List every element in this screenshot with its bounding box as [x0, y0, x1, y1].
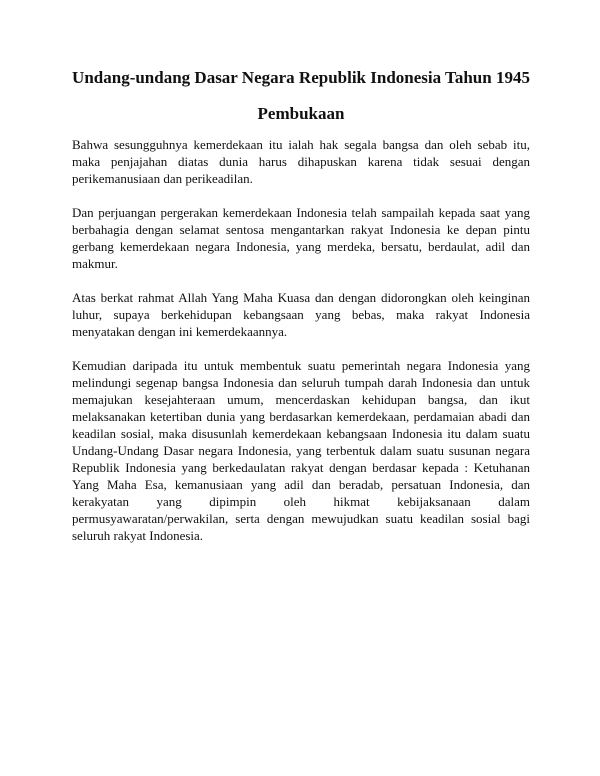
section-heading: Pembukaan: [257, 104, 345, 123]
paragraph: Kemudian daripada itu untuk membentuk suatu pemerintah negara Indonesia yang melindungi segenap bangsa Indonesia dan seluruh tumpah darah Indonesia dan untuk memajukan kesejahteraan umum, mencerdaskan kehidupan bangsa, dan ikut melaksanakan ketertiban dunia yang berdasarkan kemerdekaan, perdamaian abadi dan keadilan sosial, maka disusunlah kemerdekaan kebangsaan Indonesia itu dalam suatu Undang-Undang Dasar negara Indonesia, yang terbentuk dalam suatu susunan negara Republik Indonesia yang berkedaulatan rakyat dengan berdasar kepada : Ketuhanan Yang Maha Esa, kemanusiaan yang adil dan beradab, persatuan Indonesia, dan kerakyatan yang dipimpin oleh hikmat kebijaksanaan dalam permusyawaratan/perwakilan, serta dengan mewujudkan suatu keadilan sosial bagi seluruh rakyat Indonesia.: [72, 358, 530, 543]
document-title: Undang-undang Dasar Negara Republik Indonesia Tahun 1945: [72, 68, 530, 87]
paragraph: Atas berkat rahmat Allah Yang Maha Kuasa dan dengan didorongkan oleh keinginan luhur, supaya berkehidupan kebangsaan yang bebas, maka rakyat Indonesia menyatakan dengan ini kemerdekaannya.: [72, 290, 530, 339]
document-page: [72, 68, 530, 561]
paragraph: Bahwa sesungguhnya kemerdekaan itu ialah hak segala bangsa dan oleh sebab itu, maka penjajahan diatas dunia harus dihapuskan karena tidak sesuai dengan perikemanusiaan dan perikeadilan.: [72, 137, 530, 186]
paragraph: Dan perjuangan pergerakan kemerdekaan Indonesia telah sampailah kepada saat yang berbahagia dengan selamat sentosa mengantarkan rakyat Indonesia ke depan pintu gerbang kemerdekaan negara Indonesia, yang merdeka, bersatu, berdaulat, adil dan makmur.: [72, 205, 530, 271]
